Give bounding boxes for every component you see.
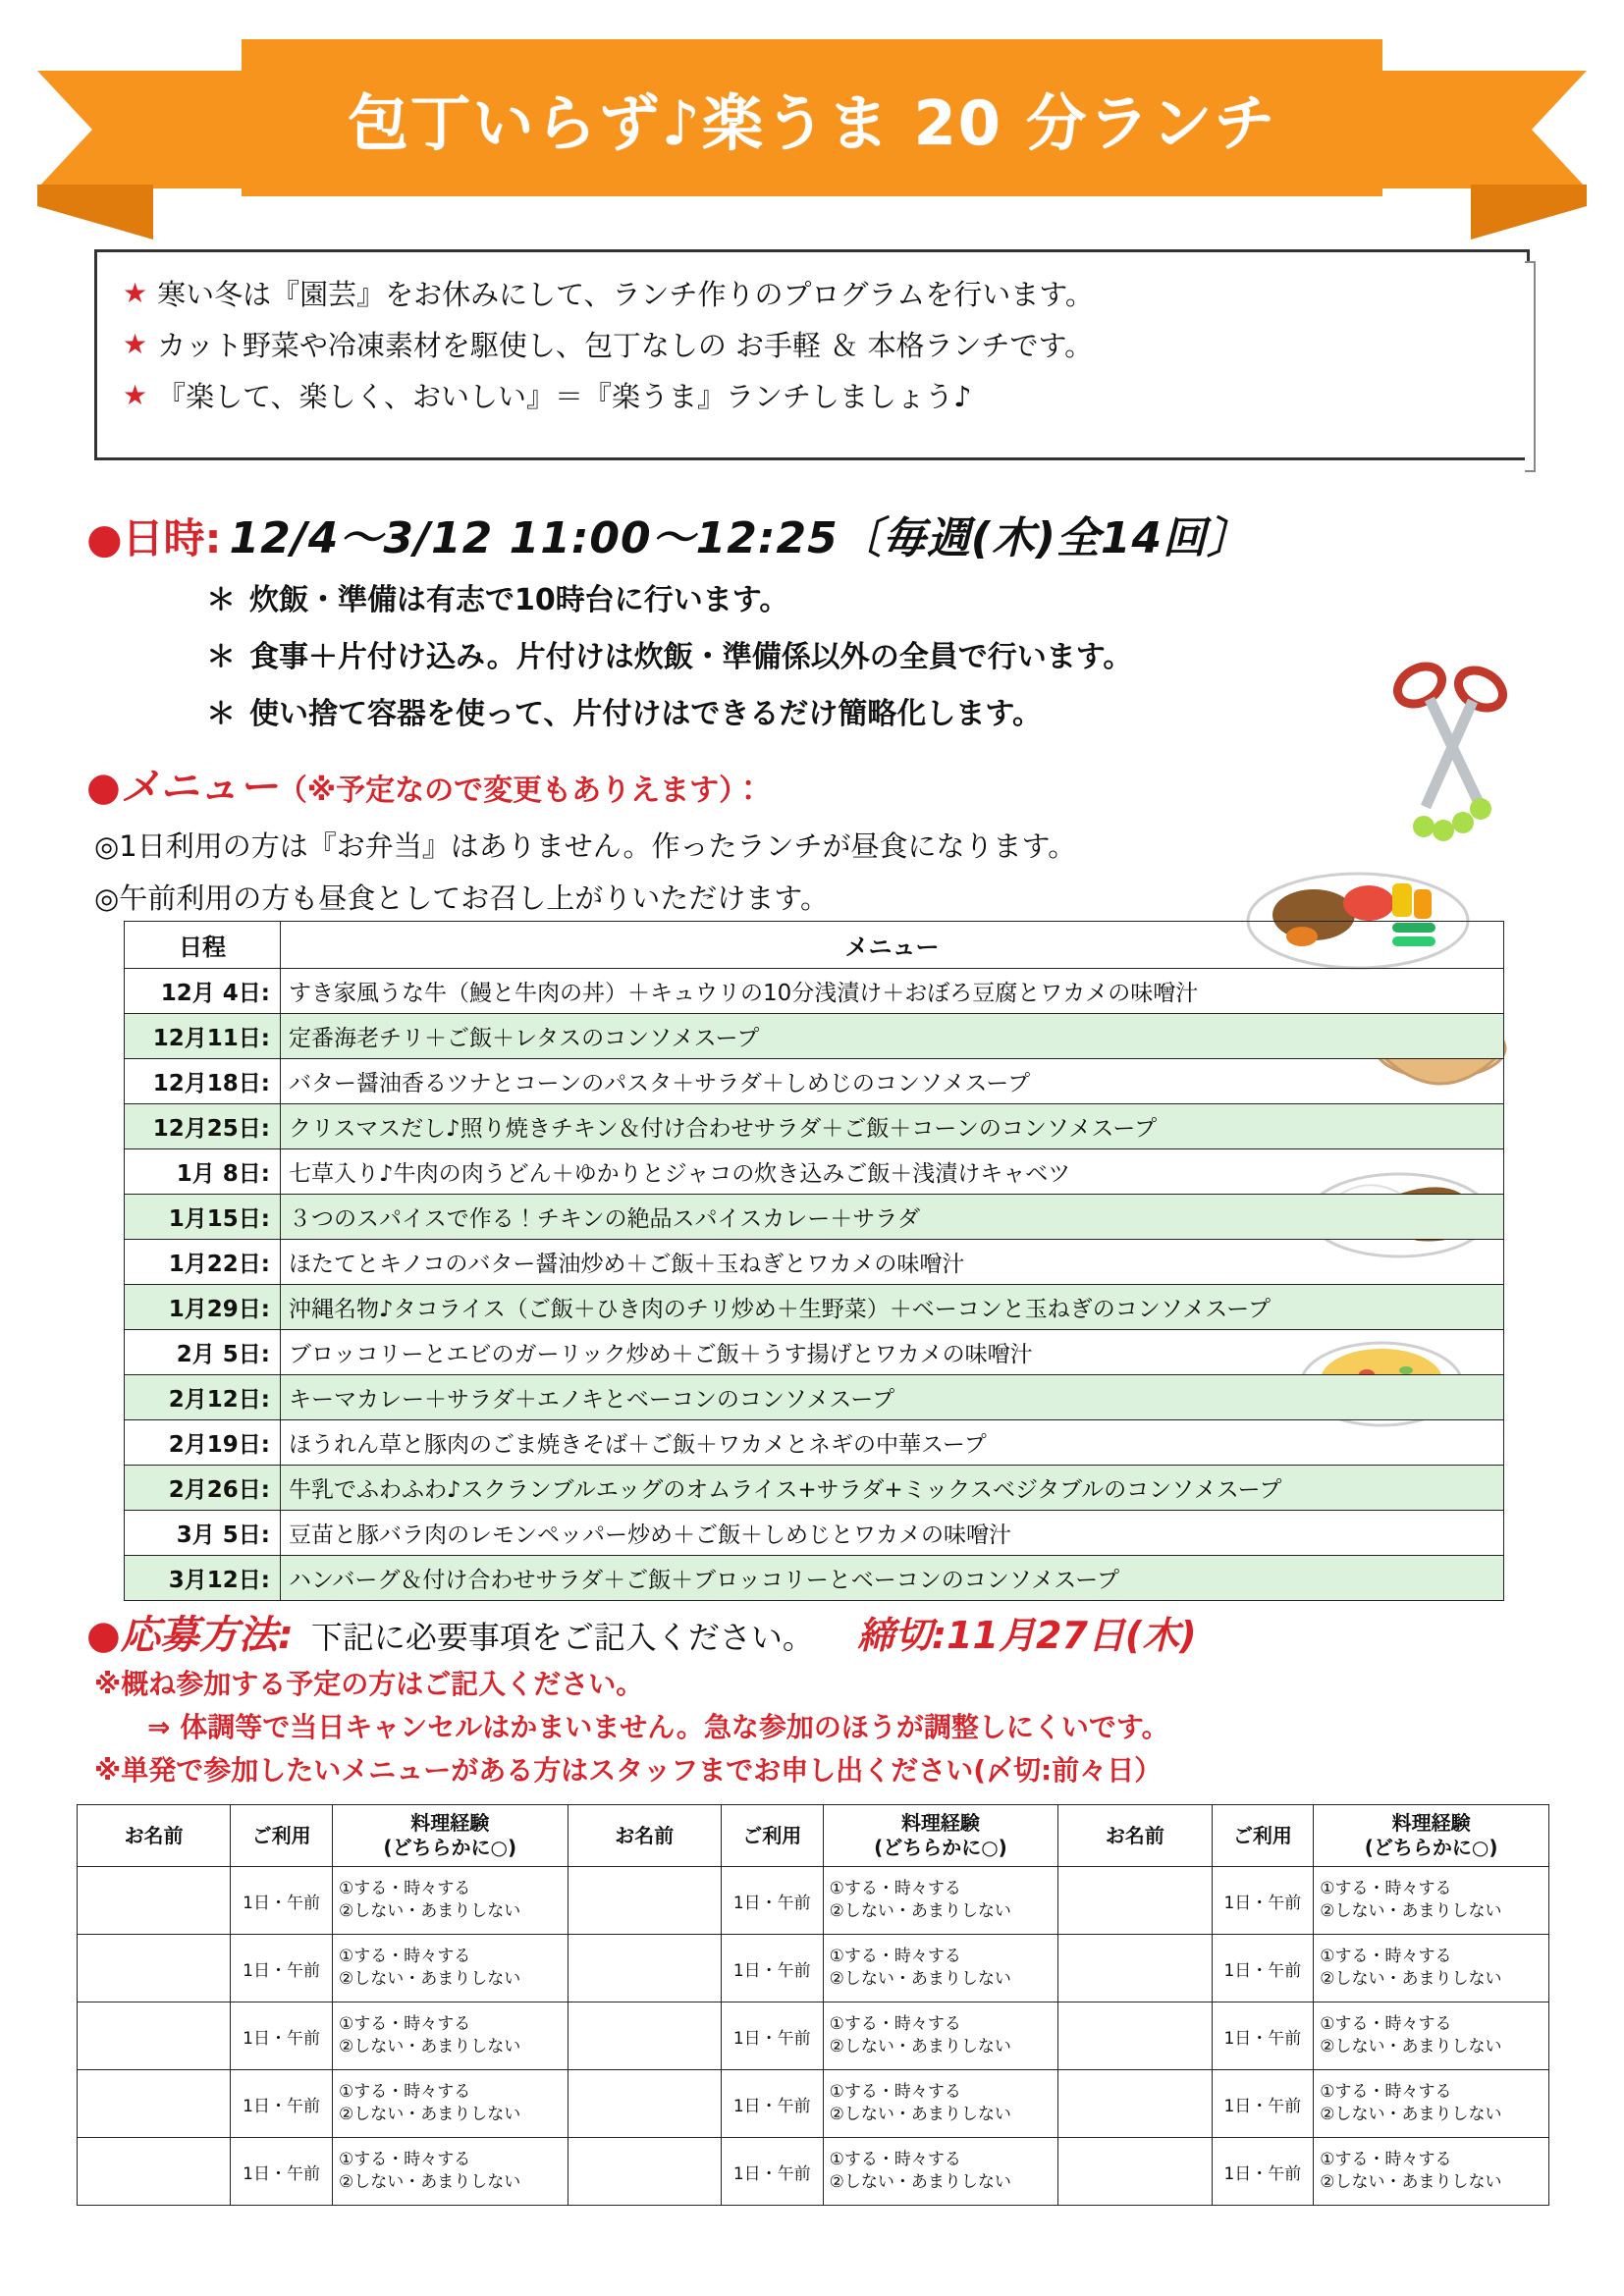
name-input-cell[interactable] [1058, 1867, 1212, 1935]
col-header-name: お名前 [1058, 1805, 1212, 1867]
experience-option-1[interactable]: ①する・時々する [338, 2014, 471, 2035]
menu-heading: ●メニュー [86, 765, 278, 810]
table-row [125, 1240, 1504, 1285]
usage-choice-cell[interactable]: 1日・午前 [231, 1935, 333, 2002]
experience-choice-cell[interactable] [332, 2002, 568, 2070]
intro-line [123, 325, 1501, 366]
experience-option-1[interactable]: ①する・時々する [338, 1879, 471, 1899]
intro-text: 寒い冬は『園芸』をお休みにして、ランチ作りのプログラムを行います。 [157, 278, 1094, 311]
experience-option-2[interactable]: ②しない・あまりしない [829, 1901, 1011, 1921]
cell-date: 12月25日: [125, 1104, 281, 1149]
experience-choice-cell[interactable] [823, 2002, 1058, 2070]
col-header-name: お名前 [78, 1805, 231, 1867]
name-input-cell[interactable] [78, 2002, 231, 2070]
asterisk-icon: ＊ [206, 697, 236, 731]
cell-dish: ブロッコリーとエビのガーリック炒め＋ご飯＋うす揚げとワカメの味噌汁 [281, 1330, 1504, 1375]
cell-dish: 牛乳でふわふわ♪スクランブルエッグのオムライス+サラダ+ミックスベジタブルのコンソメスープ [281, 1466, 1504, 1511]
experience-option-2[interactable]: ②しない・あまりしない [338, 2105, 521, 2124]
schedule-note-text: 食事＋片付け込み。片付けは炊飯・準備係以外の全員で行います。 [249, 640, 1133, 674]
experience-choice-cell[interactable] [1314, 2138, 1549, 2206]
name-input-cell[interactable] [78, 2138, 231, 2206]
usage-choice-cell[interactable]: 1日・午前 [721, 2070, 823, 2138]
table-row [125, 1330, 1504, 1375]
menu-bullet: ◎1日利用の方は『お弁当』はありません。作ったランチが昼食になります。 [94, 829, 1077, 863]
experience-option-1[interactable]: ①する・時々する [829, 2082, 961, 2103]
title-banner [0, 39, 1624, 226]
cell-dish: ほうれん草と豚肉のごま焼きそば＋ご飯＋ワカメとネギの中華スープ [281, 1420, 1504, 1466]
cell-dish: 豆苗と豚バラ肉のレモンペッパー炒め＋ご飯＋しめじとワカメの味噌汁 [281, 1511, 1504, 1556]
experience-option-2[interactable]: ②しない・あまりしない [338, 2172, 521, 2192]
menu-bullet: ◎午前利用の方も昼食としてお召し上がりいただけます。 [94, 881, 829, 915]
table-row [125, 1014, 1504, 1059]
schedule-note [206, 689, 1483, 732]
cell-dish: 沖縄名物♪タコライス（ご飯＋ひき肉のチリ炒め＋生野菜）＋ベーコンと玉ねぎのコンソメスープ [281, 1285, 1504, 1330]
page-title: 包丁いらず♪楽うま 20 分ランチ [347, 86, 1277, 159]
ribbon-fold-right [1471, 185, 1587, 240]
table-row [125, 1511, 1504, 1556]
experience-option-1[interactable]: ①する・時々する [338, 2082, 471, 2103]
intro-line [123, 376, 1501, 417]
experience-option-2[interactable]: ②しない・あまりしない [829, 2172, 1011, 2192]
col-header-name: お名前 [568, 1805, 721, 1867]
cell-date: 2月 5日: [125, 1330, 281, 1375]
name-input-cell[interactable] [568, 1935, 721, 2002]
cell-dish: すき家風うな牛（鰻と牛肉の丼）＋キュウリの10分浅漬け＋おぼろ豆腐とワカメの味噌汁 [281, 969, 1504, 1014]
cell-date: 12月18日: [125, 1059, 281, 1104]
apply-note-2: ⇒ 体調等で当日キャンセルはかまいません。急な参加のほうが調整しにくいです。 [147, 1711, 1169, 1743]
experience-option-1[interactable]: ①する・時々する [829, 2014, 961, 2035]
schedule-notes [206, 575, 1483, 746]
experience-option-1[interactable]: ①する・時々する [338, 2150, 471, 2170]
cell-date: 2月12日: [125, 1375, 281, 1420]
experience-line-1: 料理経験 [900, 1811, 980, 1835]
signup-row[interactable] [78, 2002, 1549, 2070]
intro-line [123, 274, 1501, 315]
experience-option-1[interactable]: ①する・時々する [1320, 1879, 1452, 1899]
signup-body[interactable] [78, 1867, 1549, 2206]
experience-choice-cell[interactable] [823, 1867, 1058, 1935]
schedule-note-text: 炊飯・準備は有志で10時台に行います。 [249, 583, 789, 617]
table-row [125, 1285, 1504, 1330]
experience-option-2[interactable]: ②しない・あまりしない [338, 2037, 521, 2056]
experience-line-2: (どちらかに○) [1364, 1836, 1498, 1859]
schedule-note [206, 575, 1483, 618]
table-row [125, 1556, 1504, 1601]
table-row [125, 1149, 1504, 1195]
experience-line-2: (どちらかに○) [874, 1836, 1007, 1859]
cell-dish: 七草入り♪牛肉の肉うどん＋ゆかりとジャコの炊き込みご飯＋浅漬けキャベツ [281, 1149, 1504, 1195]
name-input-cell[interactable] [568, 1867, 721, 1935]
apply-note-1: ※概ね参加する予定の方はご記入ください。 [94, 1668, 644, 1700]
table-row [125, 1466, 1504, 1511]
signup-row[interactable] [78, 2070, 1549, 2138]
experience-option-2[interactable]: ②しない・あまりしない [338, 1901, 521, 1921]
cell-date: 3月12日: [125, 1556, 281, 1601]
apply-text: 下記に必要事項をご記入ください。 [310, 1619, 814, 1656]
cell-dish: バター醤油香るツナとコーンのパスタ＋サラダ＋しめじのコンソメスープ [281, 1059, 1504, 1104]
signup-row[interactable] [78, 1935, 1549, 2002]
experience-option-2[interactable]: ②しない・あまりしない [338, 1969, 521, 1989]
name-input-cell[interactable] [1058, 1935, 1212, 2002]
usage-choice-cell[interactable]: 1日・午前 [1212, 1935, 1314, 2002]
usage-choice-cell[interactable]: 1日・午前 [231, 2002, 333, 2070]
experience-line-1: 料理経験 [1391, 1811, 1471, 1835]
experience-option-2[interactable]: ②しない・あまりしない [1320, 2172, 1502, 2192]
star-icon: ★ [123, 379, 148, 412]
table-row [125, 1195, 1504, 1240]
cell-date: 1月29日: [125, 1285, 281, 1330]
apply-heading-row [86, 1604, 1197, 1660]
col-header-menu: メニュー [281, 922, 1504, 969]
experience-line-2: (どちらかに○) [383, 1836, 517, 1859]
usage-choice-cell[interactable]: 1日・午前 [1212, 2070, 1314, 2138]
col-header-date: 日程 [125, 922, 281, 969]
star-icon: ★ [123, 277, 148, 309]
experience-choice-cell[interactable] [823, 2138, 1058, 2206]
menu-bullets [94, 825, 1371, 929]
cell-dish: ハンバーグ＆付け合わせサラダ＋ご飯＋ブロッコリーとベーコンのコンソメスープ [281, 1556, 1504, 1601]
ribbon-center [242, 39, 1382, 196]
asterisk-icon: ＊ [206, 583, 236, 617]
cell-dish: ３つのスパイスで作る！チキンの絶品スパイスカレー＋サラダ [281, 1195, 1504, 1240]
experience-option-1[interactable]: ①する・時々する [1320, 2014, 1452, 2035]
cell-dish: 定番海老チリ＋ご飯＋レタスのコンソメスープ [281, 1014, 1504, 1059]
name-input-cell[interactable] [78, 1935, 231, 2002]
col-header-experience [823, 1805, 1058, 1867]
name-input-cell[interactable] [1058, 2070, 1212, 2138]
name-input-cell[interactable] [1058, 2002, 1212, 2070]
experience-choice-cell[interactable] [1314, 2070, 1549, 2138]
cell-date: 1月15日: [125, 1195, 281, 1240]
signup-table[interactable] [77, 1804, 1549, 2206]
usage-choice-cell[interactable]: 1日・午前 [231, 2070, 333, 2138]
cell-date: 1月22日: [125, 1240, 281, 1285]
apply-note-3: ※単発で参加したいメニューがある方はスタッフまでお申し出ください(〆切:前々日） [94, 1754, 1163, 1787]
intro-text: 『楽して、楽しく、おいしい』＝『楽うま』ランチしましょう♪ [157, 380, 972, 414]
table-row [125, 1104, 1504, 1149]
experience-option-1[interactable]: ①する・時々する [829, 2150, 961, 2170]
asterisk-icon: ＊ [206, 640, 236, 674]
experience-option-2[interactable]: ②しない・あまりしない [829, 2037, 1011, 2056]
cell-date: 3月 5日: [125, 1511, 281, 1556]
experience-line-1: 料理経験 [410, 1811, 490, 1835]
experience-option-2[interactable]: ②しない・あまりしない [829, 2105, 1011, 2124]
table-row [125, 1420, 1504, 1466]
experience-choice-cell[interactable] [823, 1935, 1058, 2002]
usage-choice-cell[interactable]: 1日・午前 [1212, 2002, 1314, 2070]
experience-choice-cell[interactable] [332, 1935, 568, 2002]
usage-choice-cell[interactable]: 1日・午前 [231, 1867, 333, 1935]
name-input-cell[interactable] [568, 2138, 721, 2206]
name-input-cell[interactable] [568, 2070, 721, 2138]
cell-dish: クリスマスだし♪照り焼きチキン＆付け合わせサラダ＋ご飯＋コーンのコンソメスープ [281, 1104, 1504, 1149]
menu-heading-row [86, 756, 763, 812]
name-input-cell[interactable] [568, 2002, 721, 2070]
cell-date: 2月19日: [125, 1420, 281, 1466]
schedule-note [206, 632, 1483, 675]
experience-choice-cell[interactable] [332, 1867, 568, 1935]
menu-schedule-table [124, 921, 1504, 1601]
table-row [125, 1059, 1504, 1104]
ribbon-fold-left [37, 185, 153, 240]
signup-row[interactable] [78, 2138, 1549, 2206]
usage-choice-cell[interactable]: 1日・午前 [721, 1867, 823, 1935]
cell-date: 12月11日: [125, 1014, 281, 1059]
name-input-cell[interactable] [78, 2070, 231, 2138]
datetime-label: ●日時: [86, 514, 222, 562]
col-header-experience [1314, 1805, 1549, 1867]
star-icon: ★ [123, 328, 148, 361]
datetime-row [86, 503, 1251, 565]
menu-heading-note: （※予定なので変更もありえます）： [277, 774, 764, 808]
usage-choice-cell[interactable]: 1日・午前 [1212, 2138, 1314, 2206]
usage-choice-cell[interactable]: 1日・午前 [721, 2138, 823, 2206]
experience-option-1[interactable]: ①する・時々する [1320, 1947, 1452, 1967]
experience-option-2[interactable]: ②しない・あまりしない [1320, 1901, 1502, 1921]
deadline-badge: 締切:11月27日(木) [856, 1614, 1197, 1657]
col-header-experience [332, 1805, 568, 1867]
table-header-row [125, 922, 1504, 969]
table-row [125, 969, 1504, 1014]
cell-dish: キーマカレー＋サラダ＋エノキとベーコンのコンソメスープ [281, 1375, 1504, 1420]
experience-option-2[interactable]: ②しない・あまりしない [1320, 2037, 1502, 2056]
datetime-value: 12/4〜3/12 11:00〜12:25〔毎週(木)全14回〕 [229, 513, 1252, 563]
signup-header-row [78, 1805, 1549, 1867]
experience-option-2[interactable]: ②しない・あまりしない [829, 1969, 1011, 1989]
table-row [125, 1375, 1504, 1420]
schedule-note-text: 使い捨て容器を使って、片付けはできるだけ簡略化します。 [249, 697, 1042, 731]
usage-choice-cell[interactable]: 1日・午前 [721, 2002, 823, 2070]
cell-date: 1月 8日: [125, 1149, 281, 1195]
experience-choice-cell[interactable] [1314, 2002, 1549, 2070]
usage-choice-cell[interactable]: 1日・午前 [721, 1935, 823, 2002]
experience-option-1[interactable]: ①する・時々する [1320, 2082, 1452, 2103]
name-input-cell[interactable] [1058, 2138, 1212, 2206]
cell-dish: ほたてとキノコのバター醤油炒め＋ご飯＋玉ねぎとワカメの味噌汁 [281, 1240, 1504, 1285]
signup-row[interactable] [78, 1867, 1549, 1935]
col-header-use: ご利用 [721, 1805, 823, 1867]
experience-option-1[interactable]: ①する・時々する [1320, 2150, 1452, 2170]
experience-choice-cell[interactable] [332, 2070, 568, 2138]
intro-text: カット野菜や冷凍素材を駆使し、包丁なしの お手軽 ＆ 本格ランチです。 [157, 329, 1094, 363]
experience-choice-cell[interactable] [332, 2138, 568, 2206]
experience-option-1[interactable]: ①する・時々する [829, 1879, 961, 1899]
experience-choice-cell[interactable] [1314, 1935, 1549, 2002]
experience-choice-cell[interactable] [1314, 1867, 1549, 1935]
experience-option-2[interactable]: ②しない・あまりしない [1320, 1969, 1502, 1989]
usage-choice-cell[interactable]: 1日・午前 [231, 2138, 333, 2206]
experience-option-1[interactable]: ①する・時々する [829, 1947, 961, 1967]
experience-option-1[interactable]: ①する・時々する [338, 1947, 471, 1967]
col-header-use: ご利用 [231, 1805, 333, 1867]
cell-date: 2月26日: [125, 1466, 281, 1511]
experience-option-2[interactable]: ②しない・あまりしない [1320, 2105, 1502, 2124]
usage-choice-cell[interactable]: 1日・午前 [1212, 1867, 1314, 1935]
cell-date: 12月 4日: [125, 969, 281, 1014]
scissors-icon [1379, 660, 1536, 850]
col-header-use: ご利用 [1212, 1805, 1314, 1867]
menu-table-body [125, 969, 1504, 1601]
apply-heading: ●応募方法: [86, 1613, 294, 1658]
experience-choice-cell[interactable] [823, 2070, 1058, 2138]
name-input-cell[interactable] [78, 1867, 231, 1935]
intro-note-box [94, 249, 1530, 460]
